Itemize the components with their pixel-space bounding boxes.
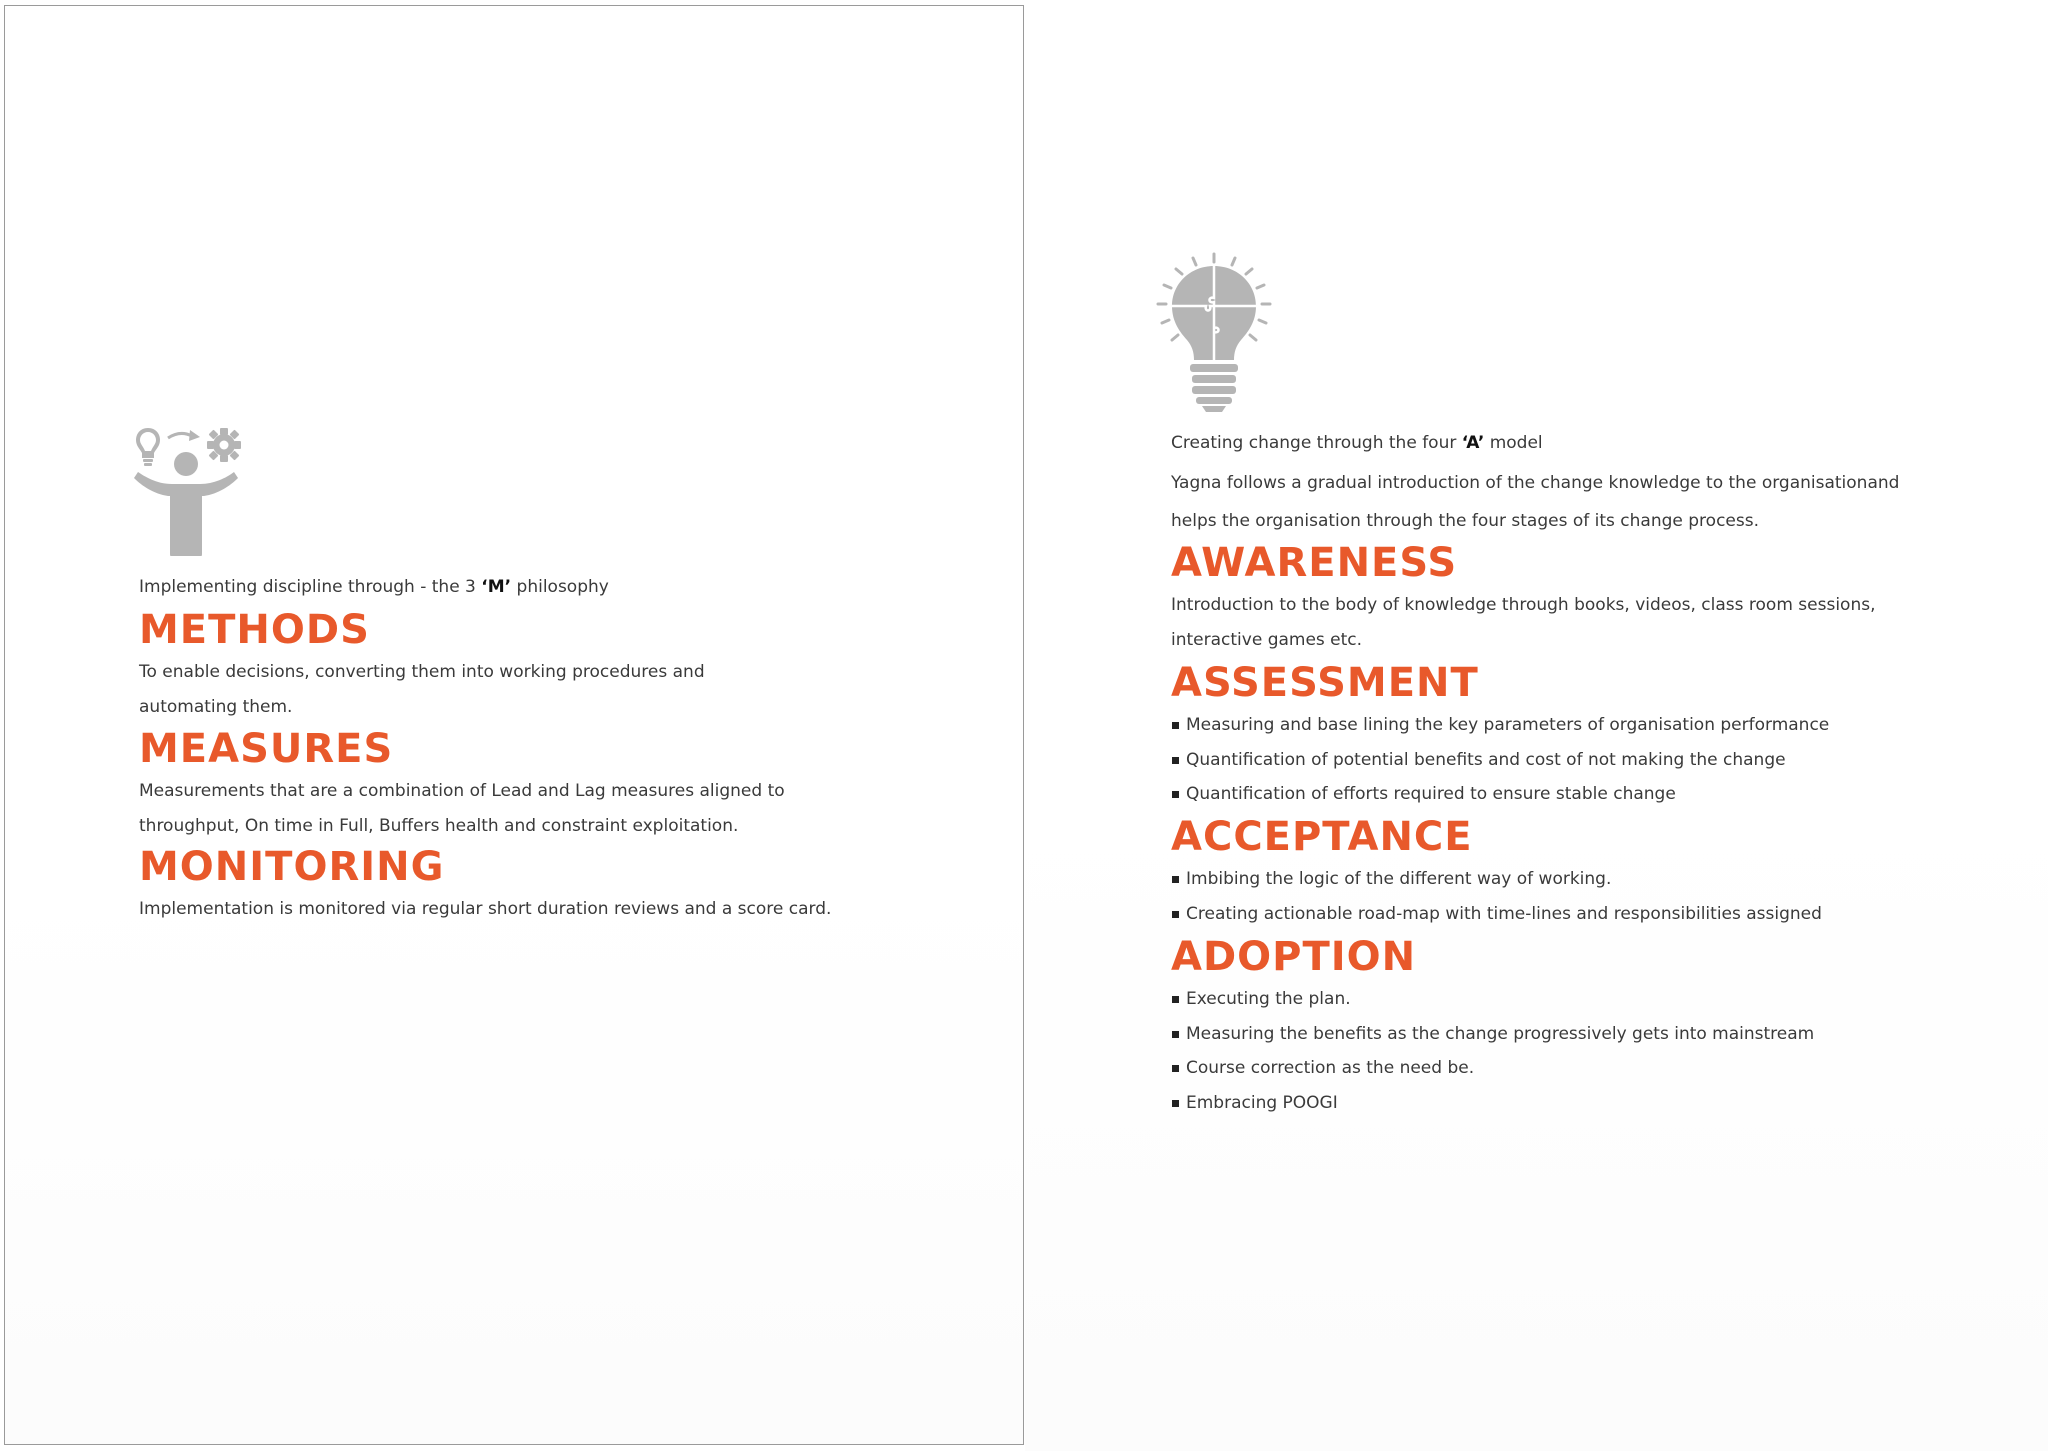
right-intro: [1171, 433, 1543, 453]
right-intro-line-2: helps the organisation through the four stages of its change process.: [1171, 511, 1759, 531]
monitoring-heading: MONITORING: [139, 844, 445, 890]
methods-line-1: To enable decisions, converting them into working procedures and: [139, 662, 705, 682]
list-item: Imbibing the logic of the different way of working.: [1171, 862, 1822, 897]
puzzle-lightbulb-icon: [1152, 252, 1276, 414]
measures-description: [139, 774, 785, 843]
list-item: Course correction as the need be.: [1171, 1051, 1814, 1086]
right-intro-suffix: model: [1484, 433, 1543, 453]
acceptance-list: [1171, 862, 1822, 931]
awareness-heading: AWARENESS: [1171, 540, 1458, 586]
list-item: Quantification of potential benefits and cost of not making the change: [1171, 743, 1829, 778]
awareness-line-2: interactive games etc.: [1171, 629, 1363, 650]
monitoring-description: [139, 892, 831, 927]
assessment-heading: ASSESSMENT: [1171, 660, 1479, 706]
right-intro-text: Creating change through the four: [1171, 433, 1462, 453]
acceptance-heading: ACCEPTANCE: [1171, 814, 1473, 860]
left-intro-suffix: philosophy: [511, 577, 609, 597]
right-intro-line-1: Yagna follows a gradual introduction of the change knowledge to the organisationand: [1171, 473, 1900, 493]
list-item: Creating actionable road-map with time-lines and responsibilities assigned: [1171, 897, 1822, 932]
person-idea-gear-icon: [134, 424, 246, 556]
list-item: Executing the plan.: [1171, 982, 1814, 1017]
measures-line-1: Measurements that are a combination of Lead and Lag measures aligned to: [139, 781, 785, 801]
measures-line-2: throughput, On time in Full, Buffers health and constraint exploitation.: [139, 815, 739, 836]
left-intro-text: Implementing discipline through - the 3: [139, 577, 482, 597]
list-item: Measuring and base lining the key parameters of organisation performance: [1171, 708, 1829, 743]
measures-heading: MEASURES: [139, 726, 394, 772]
awareness-description: [1171, 588, 1876, 657]
methods-description: [139, 655, 705, 724]
assessment-list: [1171, 708, 1829, 812]
list-item: Embracing POOGI: [1171, 1086, 1814, 1121]
adoption-list: [1171, 982, 1814, 1120]
list-item: Quantification of efforts required to ensure stable change: [1171, 777, 1829, 812]
left-page: [4, 5, 1024, 1445]
methods-line-2: automating them.: [139, 696, 293, 717]
left-intro: [139, 577, 609, 597]
left-intro-bold: ‘M’: [481, 577, 512, 597]
adoption-heading: ADOPTION: [1171, 934, 1417, 980]
monitoring-line-1: Implementation is monitored via regular short duration reviews and a score card.: [139, 899, 832, 919]
right-intro-bold: ‘A’: [1461, 433, 1485, 453]
right-intro-paragraph: [1171, 464, 1899, 540]
methods-heading: METHODS: [139, 607, 370, 653]
awareness-line-1: Introduction to the body of knowledge through books, videos, class room sessions,: [1171, 595, 1876, 615]
list-item: Measuring the benefits as the change progressively gets into mainstream: [1171, 1017, 1814, 1052]
